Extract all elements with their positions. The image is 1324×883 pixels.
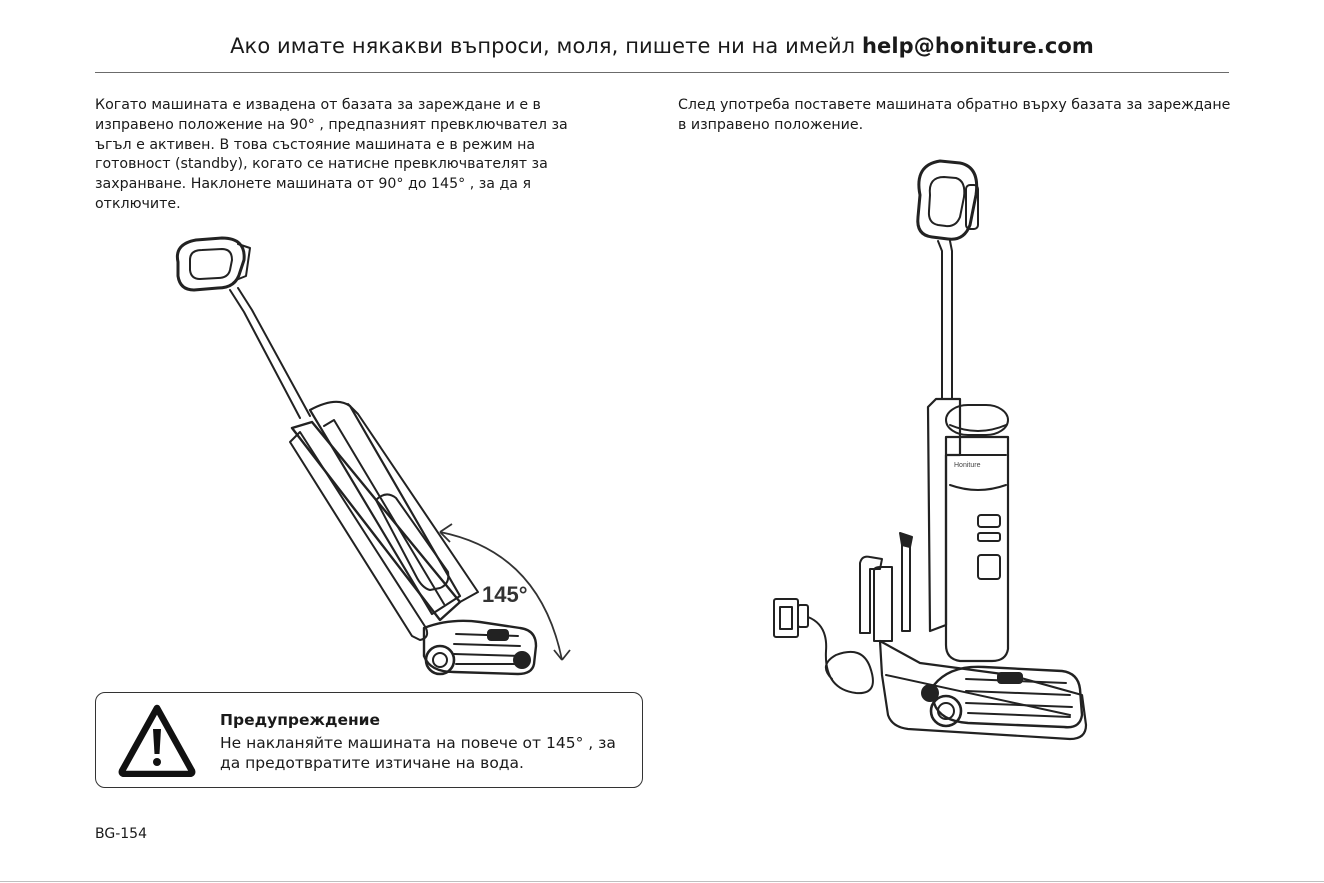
warning-title: Предупреждение (220, 711, 381, 729)
page-number: BG-154 (95, 826, 147, 842)
warning-box (95, 692, 643, 788)
support-email[interactable]: help@honiture.com (861, 34, 1094, 58)
header-text: Ако имате някакви въпроси, моля, пишете ни на имейл (230, 34, 856, 58)
unlock-instructions: Когато машината е извадена от базата за зареждане и е в изправено положение на 90° , предпазният превключвател за ъгъл е активен. В това състояние машината е в режим на готовност (standby), когато се натисне превключвателят за захранване. Наклонете машината от 90° до 145° , за да я отключите. (95, 97, 568, 212)
warning-triangle-icon (118, 703, 196, 777)
tilted-vacuum-illustration (160, 232, 590, 680)
warning-text: Не накланяйте машината на повече от 145° , за да предотвратите изтичане на вода. (220, 734, 616, 772)
page-bottom-edge (0, 881, 1324, 882)
page-header (95, 34, 1229, 58)
header-divider (95, 72, 1229, 73)
brand-mark: Honiture (954, 462, 981, 469)
docked-vacuum-illustration (770, 155, 1110, 745)
angle-label: 145° (482, 582, 528, 607)
docking-instructions: След употреба поставете машината обратно върху базата за зареждане в изправено положение. (678, 97, 1231, 133)
